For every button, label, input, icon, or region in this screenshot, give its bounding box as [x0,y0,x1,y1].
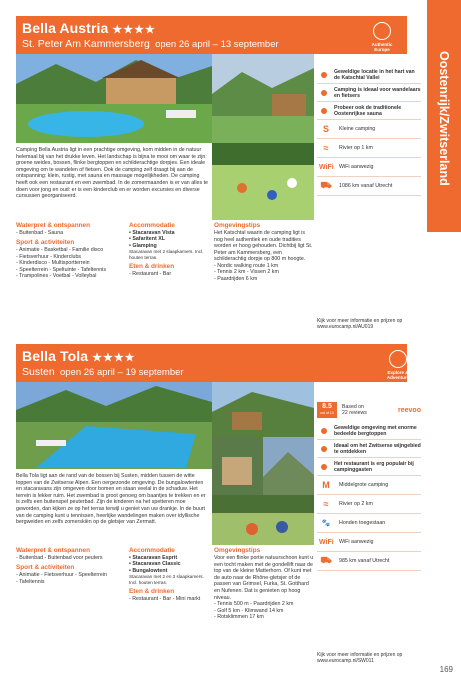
rating-text: Based on 22 reviews [342,404,367,416]
country-tab-label: Oostenrijk/Zwitserland [437,50,451,186]
fact-row [317,158,421,177]
camp2-water-0: - Buitenbad - Buitenbad voor peuters [16,555,103,561]
fact-row [317,495,421,514]
bullet-icon [321,428,327,434]
fact-row [317,139,421,158]
camp1-stars: ★★★★ [112,24,156,36]
fact-text: Honden toegestaan [339,520,386,526]
camp1-eat-0: - Restaurant - Bar [129,271,172,278]
camp1-title: Bella Austria [22,20,109,36]
camp1-accom-note: Stacaravan met 2 slaapkamers. Incl. houten terras. [129,249,204,260]
fact-text: Middelgrote camping [339,482,389,488]
camp2-col1 [16,547,126,585]
camp1-accom-0: • Stacaravan Vista [129,230,175,236]
camp1-water-0: - Buitenbad - Sauna [16,230,64,236]
country-tab [427,0,461,232]
camp1-col3 [214,222,314,282]
camp1-accom-title: Accommodatie [129,222,175,229]
wifi-icon: WiFi [319,163,334,171]
car-icon: ⛟ [320,555,332,565]
feature-text: Camping is ideaal voor wandelaars en fietsers [334,86,421,99]
camp1-col1 [16,222,126,279]
camp2-stars: ★★★★ [92,352,136,364]
wifi-icon: WiFi [319,538,334,546]
feature-text: Geweldige locatie in het hart van de Katschtal Vallei [334,68,415,81]
camp1-accom-2: • Glamping [129,242,157,249]
camp2-accom-2: • Bungalowtent [129,567,168,574]
boot-icon [389,350,407,368]
camp2-sport-1: - Tafeltennis [16,578,45,585]
camp1-area-text: Het Katschtal waarin de camping ligt is nog heel authentiek en oude tradities worden er hoog gehouden. Dichtbij ligt St. Peter am Kammersberg, een schilderachtig dorpje op 800 m hoogte. [214,230,313,263]
fact-row [317,533,421,552]
bullet-icon [321,464,327,470]
camp2-features [317,422,421,571]
feature-row [317,440,421,458]
fact-text: Rivier op 2 km [339,501,373,507]
camp2-header [16,344,410,382]
camp2-location: Susten [22,366,55,378]
feature-row [317,84,421,102]
camp1-badge-label: Authentic Europe [371,42,393,52]
feature-row [317,66,421,84]
camp2-eat-title: Eten & drinken [129,588,175,596]
camp2-photo-5 [212,495,314,545]
fact-text: 985 km vanaf Utrecht [339,558,390,564]
camp1-sport-1: - Fietsverhuur - Kinderclubs [16,253,82,260]
camp2-photo-4 [263,437,314,495]
car-icon: ⛟ [320,180,332,190]
camp2-rating [317,400,421,420]
camp2-col3 [214,547,314,620]
camp2-accom-0: • Stacaravan Esprit [129,555,178,561]
camp2-more-info[interactable]: Kijk voor meer informatie en prijzen op www.eurocamp.nl/SW011 [317,652,403,665]
river-icon: ≈ [323,143,329,153]
feature-row [317,102,421,120]
camp1-sport-2: - Kinderdisco - Multisportterrein [16,260,90,267]
camp1-area-title: Omgevingstips [214,222,261,229]
fact-text: Rivier op 1 km [339,145,373,151]
camp1-sport-title: Sport & activiteiten [16,239,75,247]
camp1-photo-2 [212,54,314,143]
camp1-header [16,16,407,54]
fact-text: WiFi aanwezig [339,539,374,545]
camp1-accom-1: • Safaritent XL [129,236,165,243]
feature-text: Het restaurant is erg populair bij campinggasten [334,460,414,473]
fact-row [317,552,421,571]
feature-row [317,458,421,476]
fact-text: 1086 km vanaf Utrecht [339,183,393,189]
bullet-icon [321,446,327,452]
camp1-sport-4: - Trampolines - Voetbal - Volleybal [16,273,97,280]
leaf-icon [373,22,391,40]
camp1-description: Camping Bella Austria ligt in een prachtige omgeving, kom midden in de natuur helemaal bij van het drukke leven. Het landschap is bijna te mooi om waar te zijn: groene weides, bossen, flinke bergtoppen en schilderachtige dorpjes. Een ideale omgeving om te wandelen of fietsen. Ook de camping zelf draagt bij aan de ontspanning: klein, rustig, met sauna en massage mogelijkheden. De camping heeft ook een restaurant en een zwembad. In de zomermaanden is er van alles te doen voor jong en oud: er is een kinderclub en er worden excursies en diverse cursussen georganiseerd. [16,147,208,200]
camp2-area-1: - Golf 5 km - Klimwand 14 km [214,607,284,614]
camp1-eat-title: Eten & drinken [129,263,175,271]
camp2-accom-1: • Stacaravan Classic [129,561,181,568]
camp1-features [317,66,421,196]
rating-scale: out of 10 [320,411,334,415]
bullet-icon [321,72,327,78]
camp2-area-title: Omgevingstips [214,547,261,554]
fact-text: WiFi aanwezig [339,164,374,170]
camp1-sport-3: - Speelterrein - Speltuinte - Tafeltennis [16,266,106,273]
feature-row [317,422,421,440]
camp1-main-photo [16,54,212,143]
camp2-sport-0: - Animatie - Fietsverhuur - Speelterrein [16,572,107,579]
camp1-col2 [129,222,211,277]
feature-text: Probeer ook de traditionele Oostenrijkse sauna [334,104,402,117]
camp2-accom-note: Stacaravan met 2 en 3 slaapkamers. Incl. houten terras. [129,574,204,585]
camp1-location: St. Peter Am Kammersberg [22,38,150,50]
page-number: 169 [439,665,453,674]
feature-text: Ideaal om het Zwitserse wijngebied te ontdekken [334,442,421,455]
rating-score: 8.5 [322,403,332,410]
reevoo-logo: reevoo [398,406,421,414]
camp1-area-2: - Paardrijden 6 km [214,275,258,282]
camp2-area-text: Voor een flinke portie natuurschoon kunt u een tocht maken met de gondellift naar de top van de kleine Matterhorn. Of kunt met de auto naar de Rhône-gletsjer of de passen van Grimsel, Furka, St. Gotthard en Nufenen. Dat is genieten op hoog niveau. [214,555,314,601]
camp2-sport-title: Sport & activiteiten [16,564,75,572]
dog-icon: 🐾 [321,520,331,527]
camp1-area-1: - Tennis 2 km - Vissen 2 km [214,269,279,276]
camp1-badge [361,22,403,52]
camp2-accom-title: Accommodatie [129,547,175,554]
camp2-badge [377,350,419,380]
bullet-icon [321,90,327,96]
river-icon: ≈ [323,499,329,509]
fact-row [317,177,421,196]
fact-row [317,514,421,533]
fact-text: Kleine camping [339,126,376,132]
rating-badge [317,402,337,418]
camp2-area-0: - Tennis 500 m - Paardrijden 2 km [214,601,294,608]
feature-text: Geweldige omgeving met enorme bedeelde bergtoppen [334,424,417,437]
camp1-photo-3 [212,143,314,220]
camp2-period: open 26 april – 19 september [59,367,184,378]
camp2-photo-2 [212,382,314,437]
camp2-eat-0: - Restaurant - Bar - Mini markt [129,596,201,603]
fact-row [317,120,421,139]
camp1-water-title: Waterpret & ontspannen [16,222,90,229]
camp1-period: open 26 april – 13 september [155,39,279,50]
camp1-area-0: - Nordic walking route 1 km [214,262,279,269]
camp2-water-title: Waterpret & ontspannen [16,547,90,554]
camp2-description: Bella Tola ligt aan de rand van de bossen bij Susten, midden tussen de witte toppen van de Zwitserse Alpen. Een oergezonde omgeving. De bungalowtenten en stacaravans zijn omgeven door bomen en staan veelal in de schaduw. Het terrein is lekker ruim. Het zwembad is groot genoeg om baantjes te trekken en er is zelfs een buitenspel peuterbad. Zijn de kinderen na het spetteren moe geworden, dan kijken ze op het terras terwijl u geniet van uw drankje. In de buurt van de camping kunt u tennissen, heerlijke wandelingen maken over idyllische bergweiden en zelfs zomerskiën op de gletsjer van Zermatt. [16,473,206,526]
fact-row [317,476,421,495]
camp1-more-info[interactable]: Kijk voor meer informatie en prijzen op www.eurocamp.nl/AU019 [317,318,403,331]
bullet-icon [321,108,327,114]
camp2-badge-label: Explore & Adventure [386,370,410,380]
size-icon: S [322,124,329,134]
camp2-title: Bella Tola [22,348,89,364]
camp2-photo-3 [212,437,263,495]
size-icon: M [322,480,330,490]
camp1-sport-0: - Animatie - Basketbal - Familie disco [16,247,104,254]
camp2-area-2: - Rotsklimmen 17 km [214,613,264,620]
camp2-col2 [129,547,211,602]
camp2-main-photo [16,382,212,469]
